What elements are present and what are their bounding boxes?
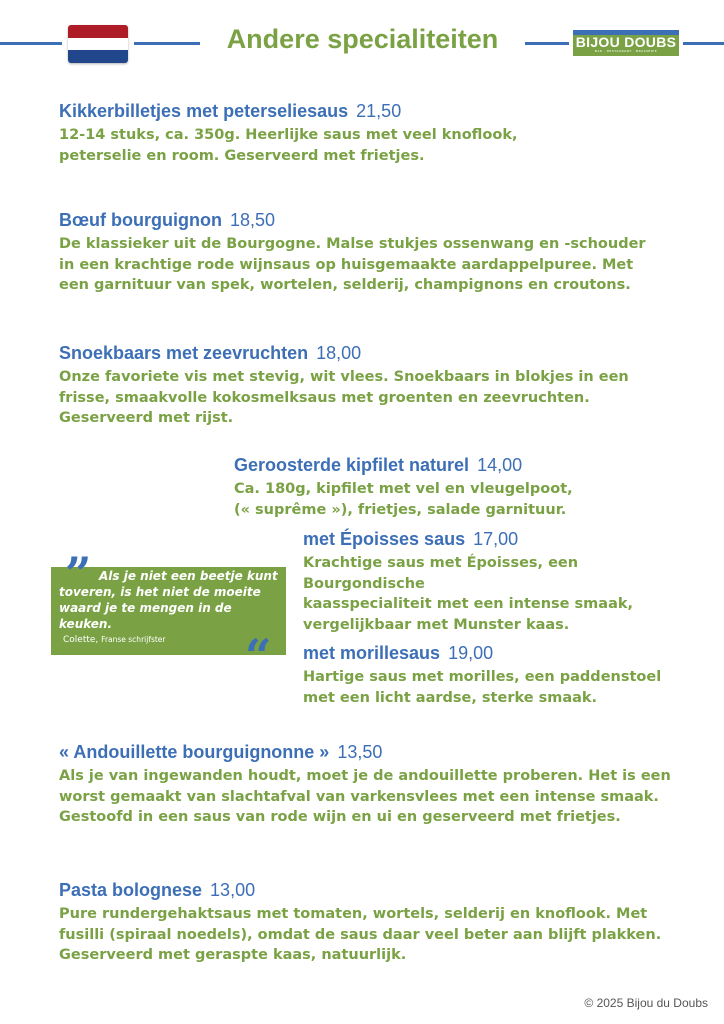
description-line: Krachtige saus met Époisses, een (303, 555, 579, 571)
quote-line: toveren, is het niet de moeite (59, 585, 261, 599)
menu-item-name: met morillesaus (303, 643, 441, 663)
flag-stripe-red (68, 25, 128, 38)
quote-open-mark: ” (65, 547, 92, 601)
menu-item-name: « Andouillette bourguignonne » (59, 742, 330, 762)
description-line: De klassieker uit de Bourgogne. Malse stukjes ossenwang en -schouder (59, 236, 646, 252)
menu-item-price: 13,00 (210, 880, 256, 900)
description-line: Geserveerd met rijst. (59, 410, 234, 426)
quote-text (59, 568, 289, 632)
menu-item-name: Snoekbaars met zeevruchten (59, 343, 309, 363)
header-rule-left (0, 42, 62, 45)
bijou-doubs-logo (573, 30, 679, 56)
menu-item-description (59, 904, 661, 966)
header-rule-mid-right (525, 42, 569, 45)
description-line: worst gemaakt van slachtafval van varkensvlees met een intense smaak. (59, 788, 659, 805)
menu-item-name: Kikkerbilletjes met peterseliesaus (59, 101, 349, 121)
menu-item (59, 209, 646, 296)
quote-line: waard je te mengen in de (59, 601, 232, 615)
menu-item-name: met Époisses saus (303, 529, 466, 549)
copyright-text: © 2025 Bijou du Doubs (584, 996, 708, 1010)
menu-item-price: 21,50 (356, 101, 402, 121)
dutch-flag-icon (68, 25, 128, 63)
description-line: met een licht aardse, sterke smaak. (303, 689, 598, 706)
description-line: (« suprême »), frietjes, salade garnituur. (234, 501, 567, 518)
description-line: Pure rundergehaktsaus met tomaten, wortels, selderij en knoflook. Met (59, 906, 648, 922)
menu-item-description (234, 479, 573, 520)
header-rule-mid-left (134, 42, 200, 45)
menu-item-price: 18,50 (229, 210, 275, 230)
menu-item-header (59, 342, 629, 365)
description-line: in een krachtige rode wijnsaus op huisgemaakte aardappelpuree. Met (59, 256, 634, 273)
quote-author-name: Colette, (63, 635, 99, 645)
description-line: Gestoofd in een saus van rode wijn en ui en geserveerd met frietjes. (59, 809, 621, 825)
description-line: Geserveerd met geraspte kaas, natuurlijk. (59, 947, 407, 963)
description-line: Ca. 180g, kipfilet met vel en vleugelpoot, (234, 481, 573, 497)
description-line: Onze favoriete vis met stevig, wit vlees. Snoekbaars in blokjes in een (59, 369, 629, 385)
menu-item-description (303, 667, 661, 708)
menu-item-header (234, 454, 573, 477)
menu-item-header (59, 209, 646, 232)
page-title: Andere specialiteiten (226, 24, 499, 54)
menu-item-header (59, 741, 671, 764)
menu-item-description (59, 234, 646, 296)
menu-item-price: 14,00 (477, 455, 523, 475)
menu-item-price: 19,00 (448, 643, 494, 663)
menu-item (303, 642, 661, 708)
flag-stripe-white (68, 38, 128, 51)
description-line: peterselie en room. Geserveerd met frietjes. (59, 147, 425, 164)
menu-item (59, 741, 671, 828)
header-rule-right (683, 42, 724, 45)
menu-item-header (59, 879, 661, 902)
quote-line (59, 568, 289, 584)
logo-subtext: BAR · RESTAURANT · BRASSERIE (594, 49, 658, 53)
menu-item-name: Pasta bolognese (59, 880, 203, 900)
description-line: een garnituur van spek, wortelen, selderij, champignons en croutons. (59, 277, 631, 293)
menu-item-price: 17,00 (473, 529, 519, 549)
quote-author-role: Franse schrijfster (101, 635, 166, 644)
flag-stripe-blue (68, 50, 128, 63)
description-line: Hartige saus met morilles, een paddenstoel (303, 669, 662, 685)
menu-item-description (303, 553, 633, 635)
description-line: fusilli (spiraal noedels), omdat de saus daar veel beter aan blijft plakken. (59, 926, 662, 943)
menu-item (59, 879, 661, 966)
description-line: Als je van ingewanden houdt, moet je de andouillette proberen. Het is een (59, 768, 671, 784)
description-line: 12-14 stuks, ca. 350g. Heerlijke saus met veel knoflook, (59, 127, 518, 143)
menu-item (59, 342, 629, 429)
menu-item-header (59, 100, 518, 123)
menu-item-name: Geroosterde kipfilet naturel (234, 455, 470, 475)
menu-item-description (59, 367, 629, 429)
menu-item (234, 454, 573, 520)
menu-item (303, 528, 633, 635)
quote-author (63, 635, 166, 645)
description-line: Bourgondische (303, 575, 425, 592)
logo-text: BIJOU DOUBS (575, 34, 677, 50)
menu-item-price: 18,00 (316, 343, 362, 363)
menu-item-description (59, 125, 518, 166)
quote-close-mark: “ (245, 629, 272, 683)
quote-line-text: Als je niet een beetje kunt (99, 569, 278, 583)
quote-line: keuken. (59, 617, 113, 631)
menu-item-name: Bœuf bourguignon (59, 210, 222, 230)
menu-item-header (303, 642, 661, 665)
menu-item-price: 13,50 (337, 742, 383, 762)
menu-item (59, 100, 518, 166)
description-line: kaasspecialiteit met een intense smaak, (303, 596, 634, 612)
description-line: vergelijkbaar met Munster kaas. (303, 616, 570, 633)
description-line: frisse, smaakvolle kokosmelksaus met groenten en zeevruchten. (59, 389, 590, 406)
menu-item-header (303, 528, 633, 551)
menu-item-description (59, 766, 671, 828)
